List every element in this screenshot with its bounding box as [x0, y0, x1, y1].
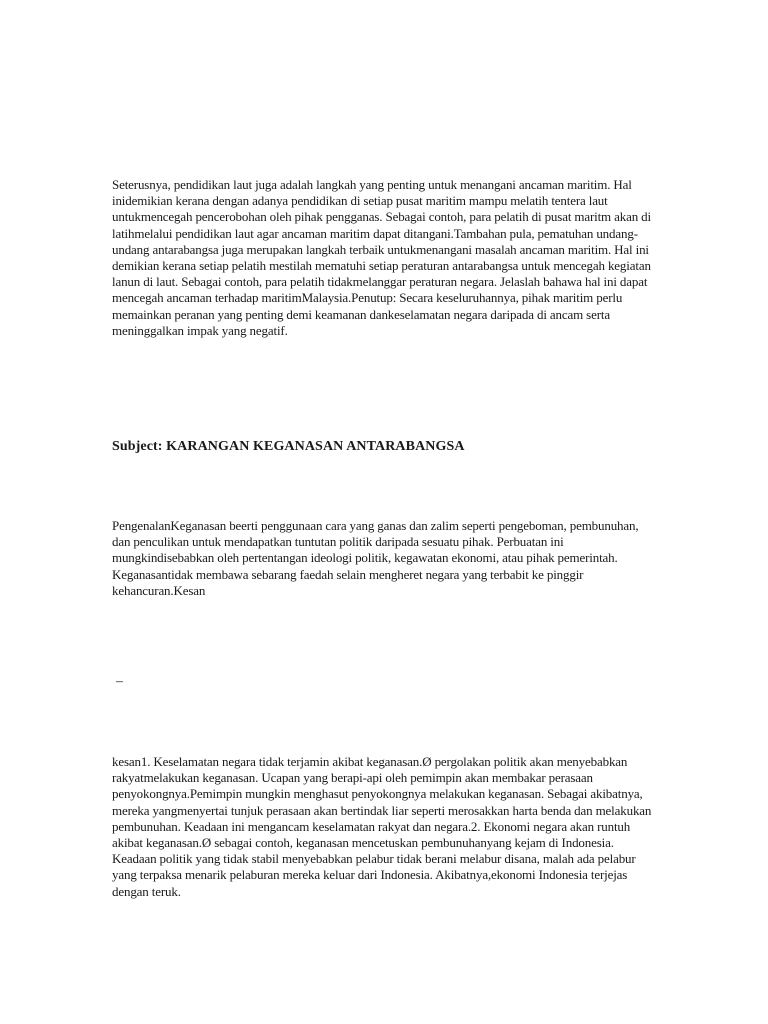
- dash-separator: –: [116, 674, 123, 689]
- paragraph-effects: kesan1. Keselamatan negara tidak terjamin akibat keganasan.Ø pergolakan politik akan menyebabkan rakyatmelakukan keganasan. Ucapan yang berapi-api oleh pemimpin akan membakar perasaan penyokongnya.Pemimpin mungkin menghasut penyokongnya melakukan keganasan. Sebagai akibatnya, mereka yangmenyertai tunjuk perasaan akan bertindak liar seperti merosakkan harta benda dan melakukan pembunuhan. Keadaan ini mengancam keselamatan rakyat dan negara.2. Ekonomi negara akan runtuh akibat keganasan.Ø sebagai contoh, keganasan mencetuskan pembunuhanyang kejam di Indonesia. Keadaan politik yang tidak stabil menyebabkan pelabur tidak berani melabur disana, malah ada pelabur yang terpaksa menarik pelaburan mereka keluar dari Indonesia. Akibatnya,ekonomi Indonesia terjejas dengan teruk.: [112, 754, 652, 899]
- paragraph-introduction: PengenalanKeganasan beerti penggunaan cara yang ganas dan zalim seperti pengeboman, pembunuhan, dan penculikan untuk mendapatkan tuntutan politik daripada sesuatu pihak. Perbuatan ini mungkindisebabkan oleh pertentangan ideologi politik, kegawatan ekonomi, atau pihak pemerintah. Keganasantidak membawa sebarang faedah selain mengheret negara yang terbabit ke pinggir kehancuran.Kesan: [112, 518, 639, 598]
- subject-heading: Subject: KARANGAN KEGANASAN ANTARABANGSA: [112, 439, 465, 454]
- paragraph-maritime-conclusion: Seterusnya, pendidikan laut juga adalah langkah yang penting untuk menangani ancaman maritim. Hal inidemikian kerana dengan adanya pendidikan di setiap pusat maritim mampu melatih tentera laut untukmencegah pencerobohan oleh pihak pengganas. Sebagai contoh, para pelatih di pusat maritm akan di latihmelalui pendidikan laut agar ancaman maritim dapat ditangani.Tambahan pula, pematuhan undang-undang antarabangsa juga merupakan langkah terbaik untukmenangani masalah ancaman maritim. Hal ini demikian kerana setiap pelatih mestilah mematuhi setiap peraturan antarabangsa untuk mencegah kegiatan lanun di laut. Sebagai contoh, para pelatih tidakmelanggar peraturan negara. Jelaslah bahawa hal ini dapat mencegah ancaman terhadap maritimMalaysia.Penutup: Secara keseluruhannya, pihak maritim perlu memainkan peranan yang penting demi keamanan dankeselamatan negara daripada di ancam serta meninggalkan impak yang negatif.: [112, 177, 651, 338]
